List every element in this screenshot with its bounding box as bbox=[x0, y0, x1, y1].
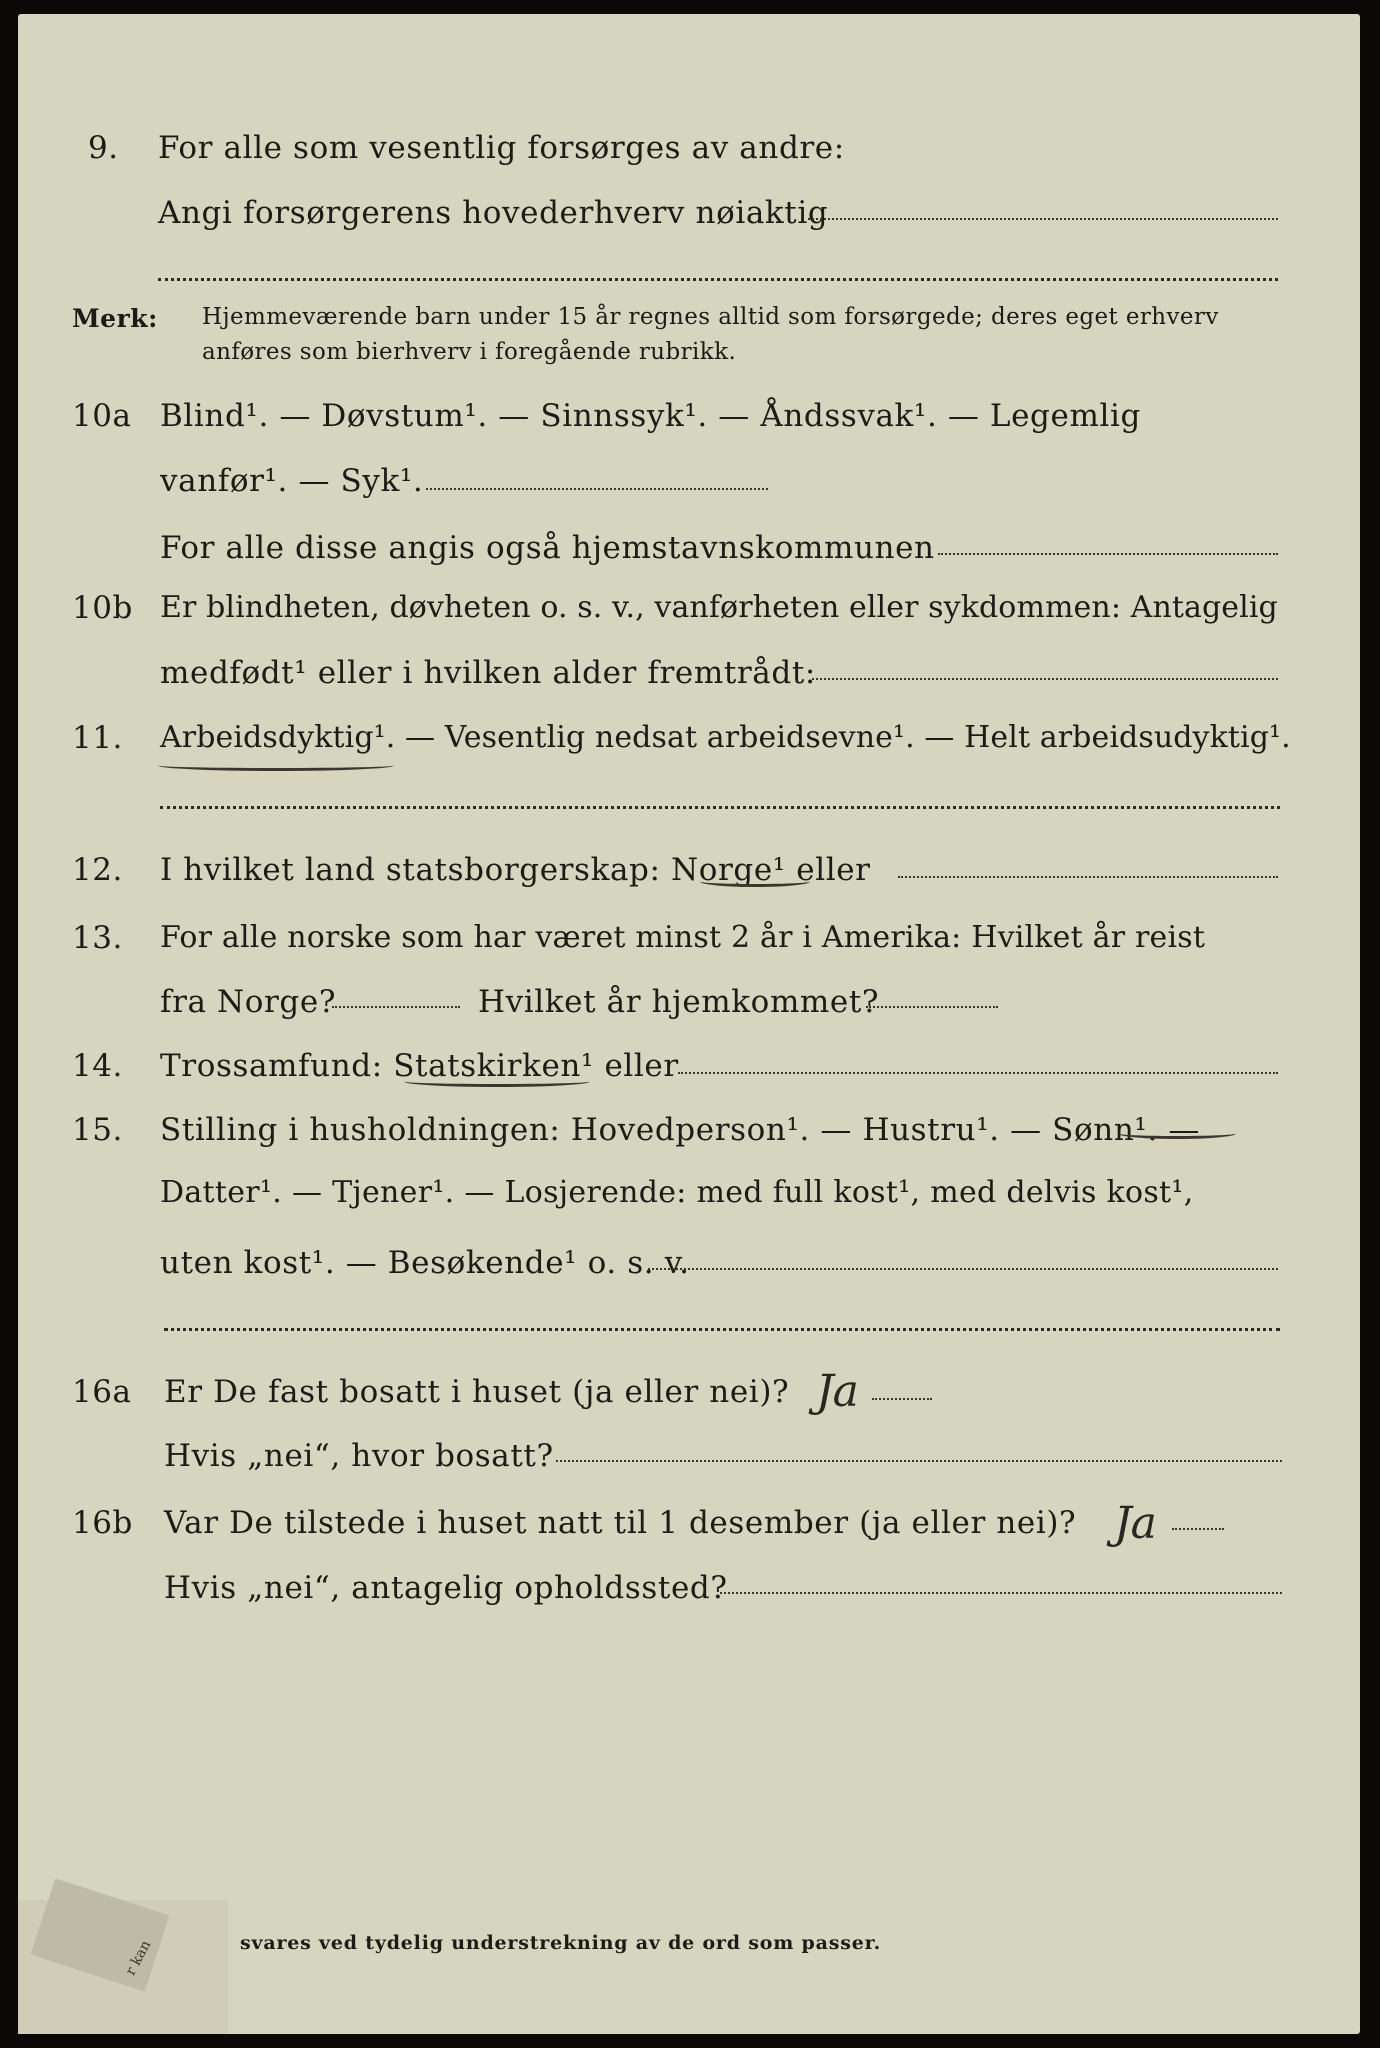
handwritten-underline bbox=[1118, 1128, 1236, 1139]
answer-line[interactable] bbox=[872, 1398, 932, 1400]
corner-fragment-text: r kan bbox=[122, 1937, 155, 1979]
question-text: fra Norge? bbox=[160, 984, 337, 1020]
note-label: Merk: bbox=[72, 304, 158, 333]
answer-line[interactable] bbox=[808, 218, 1278, 220]
item-number: 9. bbox=[88, 130, 119, 166]
item-number: 12. bbox=[72, 852, 123, 888]
answer-line[interactable] bbox=[158, 278, 1278, 281]
answer-line[interactable] bbox=[866, 1006, 998, 1008]
item-number: 15. bbox=[72, 1112, 123, 1148]
question-text: Er blindheten, døvheten o. s. v., vanførheten eller sykdommen: Antagelig bbox=[160, 590, 1278, 625]
item-number: 10a bbox=[72, 398, 132, 434]
handwritten-underline bbox=[700, 876, 810, 887]
answer-line[interactable] bbox=[164, 1328, 1280, 1331]
note-text: anføres som bierhverv i foregående rubrikk. bbox=[202, 339, 737, 365]
handwritten-underline bbox=[404, 1076, 590, 1087]
answer-line[interactable] bbox=[720, 1592, 1282, 1594]
question-text: Er De fast bosatt i huset (ja eller nei)? bbox=[164, 1374, 790, 1410]
item-number: 11. bbox=[72, 720, 123, 756]
answer-line[interactable] bbox=[898, 876, 1278, 878]
question-text: Trossamfund: Statskirken¹ eller bbox=[160, 1048, 679, 1084]
question-text: For alle disse angis også hjemstavnskommunen bbox=[160, 530, 935, 566]
item-number: 14. bbox=[72, 1048, 123, 1084]
item-number: 10b bbox=[72, 590, 133, 626]
item-number: 16b bbox=[72, 1505, 133, 1541]
item-number: 13. bbox=[72, 920, 123, 956]
handwritten-answer: Ja bbox=[816, 1366, 858, 1417]
answer-line[interactable] bbox=[160, 806, 1280, 809]
question-text: Stilling i husholdningen: Hovedperson¹. — Hustru¹. — Sønn¹. — bbox=[160, 1112, 1200, 1148]
question-text: Hvilket år hjemkommet? bbox=[478, 984, 880, 1020]
answer-line[interactable] bbox=[332, 1006, 460, 1008]
question-text: medfødt¹ eller i hvilken alder fremtrådt: bbox=[160, 655, 816, 691]
question-text: uten kost¹. — Besøkende¹ o. s. v. bbox=[160, 1245, 690, 1281]
handwritten-answer: Ja bbox=[1114, 1498, 1156, 1549]
question-text: Arbeidsdyktig¹. — Vesentlig nedsat arbeidsevne¹. — Helt arbeidsudyktig¹. bbox=[160, 720, 1291, 755]
answer-line[interactable] bbox=[426, 488, 768, 490]
answer-line[interactable] bbox=[938, 553, 1278, 555]
question-text: vanfør¹. — Syk¹. bbox=[160, 463, 424, 499]
answer-line[interactable] bbox=[556, 1460, 1282, 1462]
question-text: For alle som vesentlig forsørges av andre: bbox=[158, 130, 845, 166]
question-text: Var De tilstede i huset natt til 1 desember (ja eller nei)? bbox=[164, 1505, 1077, 1541]
question-text: Angi forsørgerens hovederhverv nøiaktig bbox=[158, 195, 829, 231]
answer-line[interactable] bbox=[678, 1072, 1278, 1074]
answer-line[interactable] bbox=[1172, 1528, 1224, 1530]
answer-line[interactable] bbox=[648, 1268, 1278, 1270]
note-text: Hjemmeværende barn under 15 år regnes alltid som forsørgede; deres eget erhverv bbox=[202, 304, 1219, 330]
question-text: Blind¹. — Døvstum¹. — Sinnssyk¹. — Åndssvak¹. — Legemlig bbox=[160, 398, 1141, 434]
question-text: Hvis „nei“, hvor bosatt? bbox=[164, 1438, 554, 1474]
question-text: For alle norske som har været minst 2 år i Amerika: Hvilket år reist bbox=[160, 920, 1206, 955]
question-text: I hvilket land statsborgerskap: Norge¹ eller bbox=[160, 852, 871, 888]
question-text: Datter¹. — Tjener¹. — Losjerende: med full kost¹, med delvis kost¹, bbox=[160, 1175, 1194, 1210]
question-text: Hvis „nei“, antagelig opholdssted? bbox=[164, 1570, 728, 1606]
footnote: svares ved tydelig understrekning av de ord som passer. bbox=[240, 1932, 882, 1954]
answer-line[interactable] bbox=[812, 678, 1278, 680]
handwritten-underline bbox=[158, 760, 394, 771]
item-number: 16a bbox=[72, 1374, 132, 1410]
